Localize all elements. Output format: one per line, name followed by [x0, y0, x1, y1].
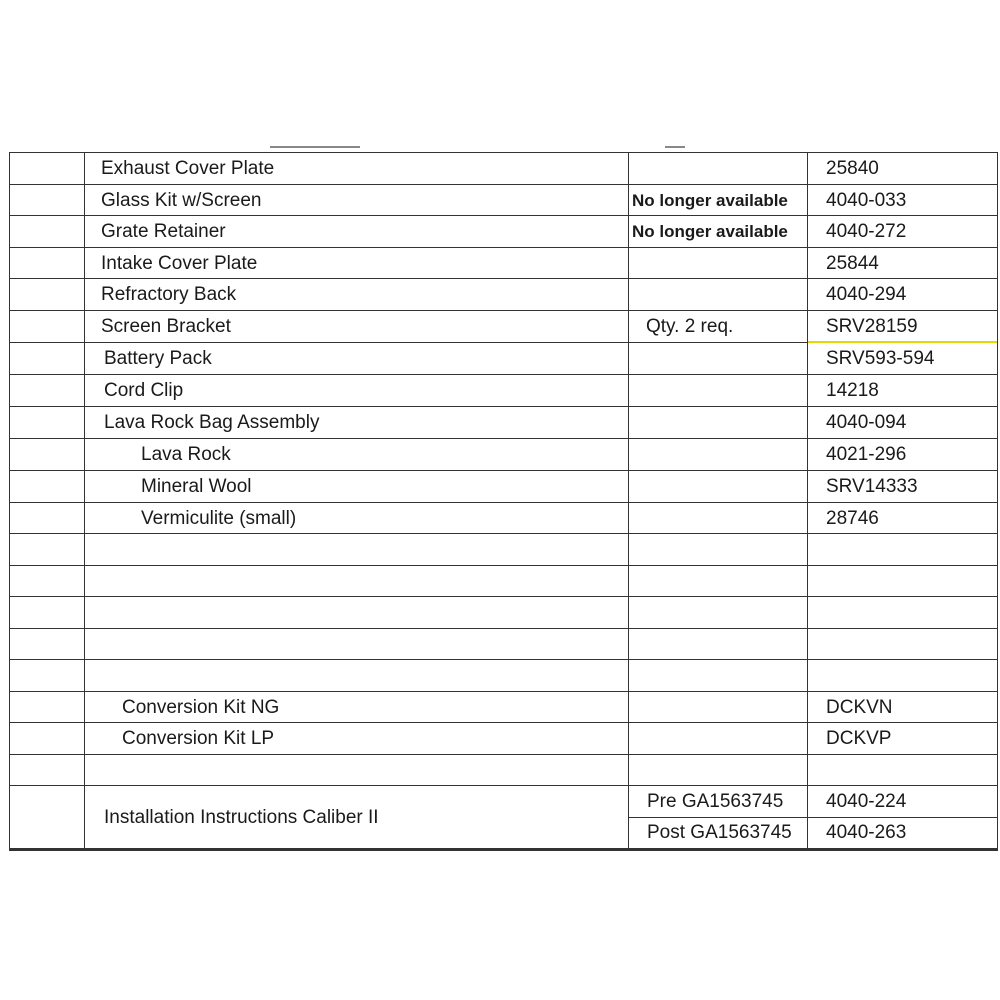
- row-part-number: 14218: [826, 380, 879, 401]
- table-rule: [9, 438, 998, 439]
- row-description: Vermiculite (small): [141, 508, 297, 529]
- installation-pre-part-number: 4040-224: [826, 791, 907, 812]
- column-rule: [628, 152, 629, 849]
- table-rule: [9, 470, 998, 471]
- table-rule: [9, 152, 998, 153]
- row-description: Exhaust Cover Plate: [101, 158, 275, 179]
- row-part-number: 4021-296: [826, 444, 907, 465]
- row-description: Battery Pack: [104, 348, 212, 369]
- row-part-number: 4040-033: [826, 190, 907, 211]
- table-rule: [9, 184, 998, 185]
- table-rule: [9, 596, 998, 597]
- row-part-number: SRV28159: [826, 316, 918, 337]
- cropped-header-remnant: [270, 146, 360, 148]
- table-rule: [9, 754, 998, 755]
- row-part-number: DCKVN: [826, 697, 893, 718]
- row-note: No longer available: [632, 191, 788, 210]
- row-description: Lava Rock: [141, 444, 231, 465]
- table-rule: [9, 659, 998, 660]
- table-rule: [9, 374, 998, 375]
- row-description: Refractory Back: [101, 284, 237, 305]
- highlight-mark: [807, 341, 998, 343]
- row-part-number: 4040-272: [826, 221, 907, 242]
- table-rule: [9, 247, 998, 248]
- row-description: Glass Kit w/Screen: [101, 190, 262, 211]
- row-part-number: SRV593-594: [826, 348, 935, 369]
- installation-description: Installation Instructions Caliber II: [104, 807, 379, 828]
- row-part-number: 4040-294: [826, 284, 907, 305]
- row-description: Cord Clip: [104, 380, 184, 401]
- table-rule: [9, 628, 998, 629]
- table-rule: [9, 533, 998, 534]
- row-description: Mineral Wool: [141, 476, 252, 497]
- table-rule: [9, 565, 998, 566]
- table-rule: [9, 785, 998, 786]
- row-note: No longer available: [632, 222, 788, 241]
- cropped-header-remnant: [665, 146, 685, 148]
- row-description: Conversion Kit NG: [122, 697, 280, 718]
- table-rule: [9, 691, 998, 692]
- row-description: Grate Retainer: [101, 221, 226, 242]
- row-description: Intake Cover Plate: [101, 253, 258, 274]
- column-rule: [84, 152, 85, 849]
- row-description: Conversion Kit LP: [122, 728, 275, 749]
- table-right-border: [997, 152, 998, 849]
- row-note: Qty. 2 req.: [646, 316, 734, 337]
- installation-pre-note: Pre GA1563745: [647, 791, 784, 812]
- row-description: Lava Rock Bag Assembly: [104, 412, 320, 433]
- row-part-number: 28746: [826, 508, 879, 529]
- table-rule: [9, 502, 998, 503]
- table-left-border: [9, 152, 10, 849]
- table-rule: [9, 310, 998, 311]
- row-part-number: SRV14333: [826, 476, 918, 497]
- installation-post-note: Post GA1563745: [647, 822, 792, 843]
- installation-post-part-number: 4040-263: [826, 822, 907, 843]
- row-part-number: 25840: [826, 158, 879, 179]
- table-rule: [9, 278, 998, 279]
- table-rule: [9, 215, 998, 216]
- table-rule: [9, 722, 998, 723]
- row-part-number: DCKVP: [826, 728, 892, 749]
- row-description: Screen Bracket: [101, 316, 231, 337]
- table-bottom-rule: [9, 848, 998, 851]
- row-part-number: 25844: [826, 253, 879, 274]
- table-rule: [628, 817, 998, 818]
- row-part-number: 4040-094: [826, 412, 907, 433]
- column-rule: [807, 152, 808, 849]
- table-rule: [9, 406, 998, 407]
